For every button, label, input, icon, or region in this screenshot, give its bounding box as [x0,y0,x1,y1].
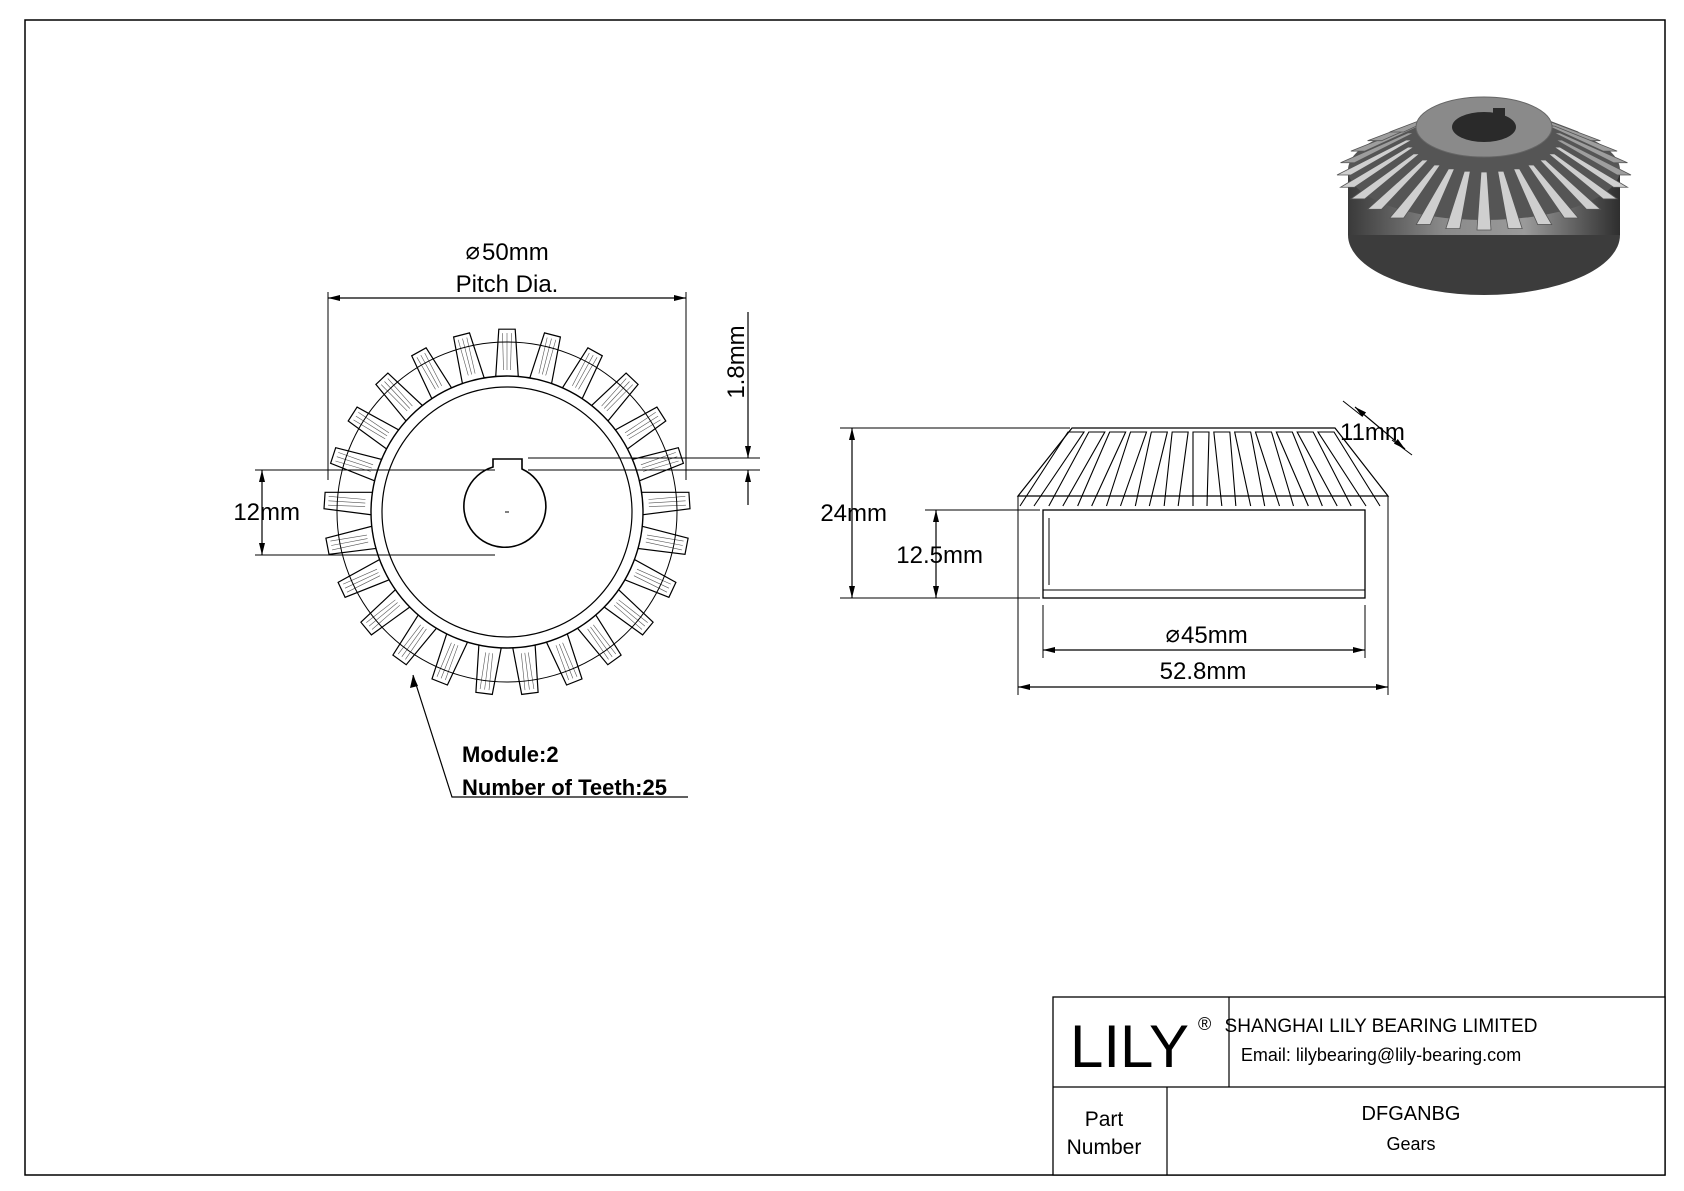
gear-3d-render [1337,97,1631,295]
gear-tooth [324,492,375,515]
hub-body [1043,510,1365,598]
pitch-dia-value: 50mm [482,239,549,266]
title-block [1053,997,1665,1175]
side-teeth [1018,428,1388,506]
gear-cone-outline [1018,428,1388,496]
part-category: Gears [1386,1134,1436,1154]
part-label-line1: Part [1084,1108,1124,1131]
hub-diameter-symbol: ⌀ [1165,621,1180,648]
module-note: Module:2 [462,742,559,767]
gear-tooth [476,643,502,694]
company-email: Email: lilybearing@lily-bearing.com [1240,1045,1522,1065]
logo-registered-mark: ® [1198,1014,1212,1034]
gear-tooth [326,526,378,555]
gear-tooth [512,643,538,694]
teeth-note: Number of Teeth:25 [462,775,667,800]
gear-tooth [636,526,688,555]
front-view [233,238,760,800]
side-view [820,401,1412,695]
part-number: DFGANBG [1361,1103,1461,1125]
gear-tooth [640,492,691,515]
company-name: SHANGHAI LILY BEARING LIMITED [1224,1016,1538,1037]
hub-diameter-value: 45mm [1181,622,1248,649]
bore-label: 12mm [233,499,300,526]
keyway-depth-label: 1.8mm [723,325,750,399]
part-label-line2: Number [1066,1136,1142,1159]
hub-height-label: 12.5mm [896,542,983,569]
face-width-label: 11mm [1340,419,1405,446]
height-label: 24mm [820,500,887,527]
pitch-dia-label: Pitch Dia. [455,271,559,298]
outer-diameter-label: 52.8mm [1159,658,1247,685]
pitch-dia-symbol: ⌀ [465,238,480,265]
company-logo: LILY [1070,1013,1189,1080]
